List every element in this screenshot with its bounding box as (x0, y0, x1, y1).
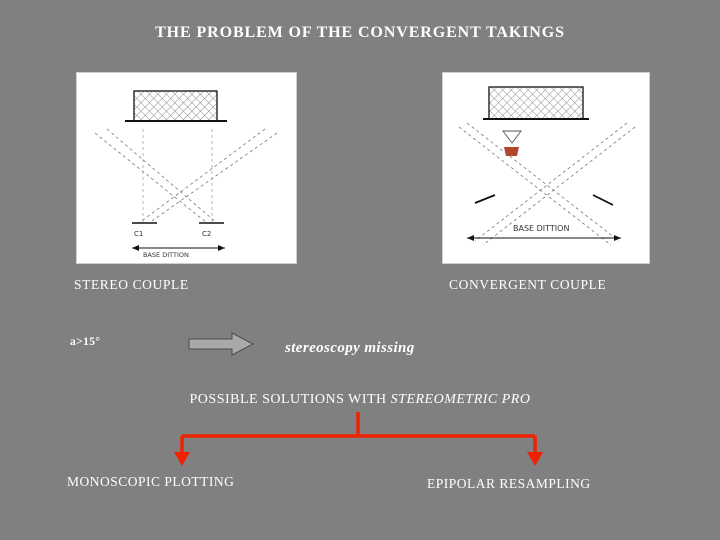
red-connector-arrows (0, 410, 720, 470)
figure-left-base-label: BASE DITTION (143, 251, 189, 259)
stereo-couple-figure (76, 72, 297, 264)
angle-note: a>15° (70, 336, 101, 348)
convergent-couple-figure (442, 72, 650, 264)
svg-text:C1: C1 (134, 230, 144, 238)
block-arrow-icon (188, 331, 255, 357)
caption-stereo-couple: STEREO COUPLE (74, 277, 189, 292)
stereoscopy-missing-note: stereoscopy missing (285, 340, 415, 356)
possible-solutions-line (0, 392, 720, 408)
figure-right-base-label: BASE DITTION (513, 224, 570, 233)
page-title: THE PROBLEM OF THE CONVERGENT TAKINGS (155, 24, 565, 41)
solutions-emphasis: STEREOMETRIC PRO (390, 392, 531, 407)
solutions-prefix: POSSIBLE SOLUTIONS WITH (189, 392, 391, 407)
option-epipolar-resampling: EPIPOLAR RESAMPLING (427, 476, 591, 491)
svg-text:C2: C2 (202, 230, 212, 238)
option-monoscopic-plotting: MONOSCOPIC PLOTTING (67, 474, 235, 489)
caption-convergent-couple: CONVERGENT COUPLE (449, 277, 607, 292)
